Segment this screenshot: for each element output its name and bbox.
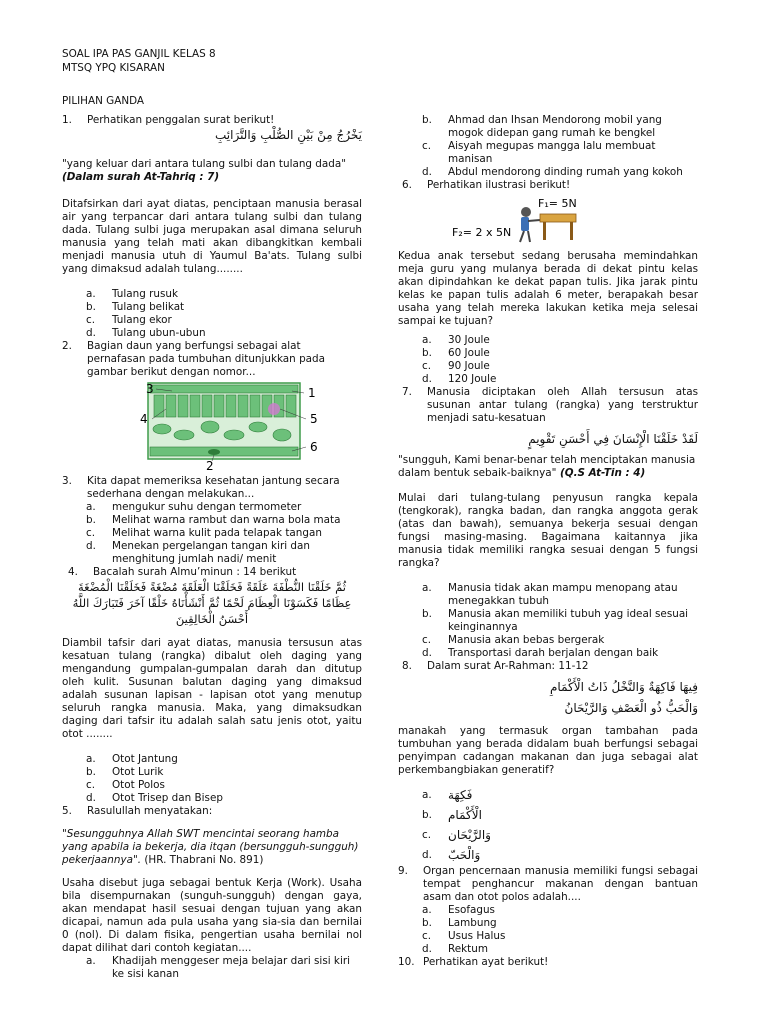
option-a[interactable]: a. Tulang rusuk: [86, 288, 178, 300]
diagram-label-4: 4: [140, 412, 148, 426]
option-d[interactable]: d. Transportasi darah berjalan dengan baik: [422, 647, 659, 659]
question-2: 2. Bagian daun yang berfungsi sebagai alat pernafasan pada tumbuhan ditunjukkan pada gambar berikut dengan nomor...: [62, 340, 362, 379]
option-a[interactable]: a. 30 Joule: [422, 334, 490, 346]
question-paragraph: manakah yang termasuk organ tambahan pada tumbuhan yang berada didalam buah berfungsi sebagai penyimpan cadangan makanan dan juga sebagai alat perkembangbiakan generatif?: [398, 725, 698, 776]
diagram-label-1: 1: [308, 386, 316, 400]
question-text: Perhatikan ayat berikut!: [423, 956, 549, 968]
force-illustration: [398, 192, 698, 246]
option-c[interactable]: c. Tulang ekor: [86, 314, 172, 326]
option-d[interactable]: d. Tulang ubun-ubun: [86, 327, 206, 339]
answer-options: [398, 904, 698, 956]
question-3: 3. Kita dapat memeriksa kesehatan jantung secara sederhana dengan melakukan...: [62, 475, 362, 501]
answer-options: [398, 334, 698, 386]
answer-options: [62, 955, 362, 981]
option-c[interactable]: c. 90 Joule: [422, 360, 490, 372]
answer-options: [62, 501, 362, 566]
document-header: [62, 47, 216, 108]
diagram-label-5: 5: [310, 412, 318, 426]
question-1: [62, 114, 362, 127]
verse-translation: "sungguh, Kami benar-benar telah menciptakan manusia dalam bentuk sebaik-baiknya" (Q.S At-Tin : 4): [398, 454, 696, 479]
answer-options-continued: [398, 114, 698, 179]
option-d[interactable]: d. Menekan pergelangan tangan kiri dan menghitung jumlah nadi/ menit: [86, 540, 310, 565]
arabic-verse: ثُمَّ خَلَقْنَا النُّطْفَةَ عَلَقَةً فَخَلَقْنَا الْعَلَقَةَ مُضْغَةً فَخَلَقْنَا الْمُضْغَةَ عِظَامًا فَكَسَوْنَا الْعِظَامَ لَحْمًا ثُمَّ أَنْشَأْنَاهُ خَلْقًا آخَرَ فَتَبَارَكَ اللَّهُ أَحْسَنُ الْخَالِقِينَ: [72, 580, 352, 626]
option-d[interactable]: d. 120 Joule: [422, 373, 497, 385]
right-column: [398, 114, 698, 969]
question-9: 9. Organ pencernaan manusia memiliki fungsi sebagai tempat penghancur makanan dengan bantuan asam dan otot polos adalah....: [398, 865, 698, 903]
option-b[interactable]: b. 60 Joule: [422, 347, 490, 359]
option-c[interactable]: c. Otot Polos: [86, 779, 165, 791]
option-a[interactable]: a. Khadijah menggeser meja belajar dari sisi kiri ke sisi kanan: [86, 955, 350, 980]
force-f2-label: F₂= 2 x 5N: [452, 226, 512, 239]
question-paragraph: Ditafsirkan dari ayat diatas, penciptaan manusia berasal air yang terpancar dari antara tulang sulbi dan tulang dada. Tulang sulbi juga merupakan asal dimana seluruh manusia yang telah mati akan dibangkitkan kembali menjadi manusia utuh di Yaumul Ba'ats. Tulang sulbi yang dimaksud adalah tulang........: [62, 198, 362, 275]
answer-options: [62, 288, 362, 340]
question-text: Perhatikan ilustrasi berikut!: [427, 179, 571, 191]
question-text: Bagian daun yang berfungsi sebagai alat pernafasan pada tumbuhan ditunjukkan pada gambar berikut dengan nomor...: [87, 340, 325, 378]
desk-icon: [540, 214, 576, 240]
child-pushing-icon: [520, 207, 540, 242]
answer-options: [62, 753, 362, 805]
question-paragraph: Mulai dari tulang-tulang penyusun rangka kepala (tengkorak), rangka badan, dan rangka anggota gerak (atas dan bawah), semuanya bekerja sesuai dengan fungsi masing-masing. Bagaimana kaitannya jika manusia tidak memiliki rangka sesuai dengan 5 fungsi rangka?: [398, 492, 698, 569]
verse-translation: "yang keluar dari antara tulang sulbi dan tulang dada": [62, 158, 347, 170]
question-8: 8. Dalam surat Ar-Rahman: 11-12: [402, 660, 589, 672]
option-b[interactable]: b. Tulang belikat: [86, 301, 185, 313]
option-d[interactable]: d. Otot Trisep dan Bisep: [86, 792, 223, 804]
option-b[interactable]: b. Otot Lurik: [86, 766, 164, 778]
option-c[interactable]: c. Usus Halus: [422, 930, 506, 942]
option-a[interactable]: a. Esofagus: [422, 904, 495, 916]
option-d[interactable]: d. وَالْحَبّ: [422, 848, 481, 862]
question-text: Kita dapat memeriksa kesehatan jantung secara sederhana dengan melakukan...: [87, 475, 340, 500]
question-6: 6. Perhatikan ilustrasi berikut!: [402, 179, 571, 191]
section-title: PILIHAN GANDA: [62, 95, 145, 107]
diagram-label-3: 3: [146, 382, 154, 396]
option-b[interactable]: b. Melihat warna rambut dan warna bola mata: [86, 514, 341, 526]
arabic-verse-line-2: وَالْحَبُّ ذُو الْعَصْفِ وَالرَّيْحَانُ: [564, 701, 698, 715]
question-10: 10. Perhatikan ayat berikut!: [398, 956, 549, 968]
question-text: Dalam surat Ar-Rahman: 11-12: [427, 660, 589, 672]
option-d[interactable]: d. Rektum: [422, 943, 488, 955]
option-b[interactable]: b. الْأَكْمَام: [422, 808, 482, 822]
arabic-verse: يَخْرُجُ مِنْ بَيْنِ الصُّلْبِ وَالتَّرَائِبِ: [214, 128, 362, 142]
diagram-label-2: 2: [206, 459, 214, 471]
question-text: Manusia diciptakan oleh Allah tersusun atas susunan antar tulang (rangka) yang terstruktur menjadi satu-kesatuan: [427, 386, 698, 424]
stoma-shape: [208, 449, 220, 455]
diagram-label-6: 6: [310, 440, 318, 454]
answer-options: [398, 785, 698, 865]
header-school: MTSQ YPQ KISARAN: [62, 62, 165, 74]
option-a[interactable]: a. Manusia tidak akan mampu menopang atau menegakkan tubuh: [422, 582, 678, 607]
hadith-quote: "Sesungguhnya Allah SWT mencintai seorang hamba yang apabila ia bekerja, dia itqan (bersungguh-sungguh) pekerjaannya". (HR. Thabrani No. 891): [62, 828, 359, 866]
question-paragraph: Usaha disebut juga sebagai bentuk Kerja (Work). Usaha bila disempurnakan (sunguh-sungguh) dengan gaya, akan mendapat hasil sesuai dengan tujuan yang akan dicapai, namun ada pula usaha yang sia-sia dan bernilai 0 (nol). Di dalam fisika, pengertian usaha bernilai nol dapat dilihat dari contoh kegiatan....: [62, 877, 362, 954]
header-title: SOAL IPA PAS GANJIL KELAS 8: [62, 48, 216, 60]
answer-options: [398, 582, 698, 660]
option-c[interactable]: c. Aisyah megupas mangga lalu membuat manisan: [422, 140, 656, 165]
option-c[interactable]: c. Manusia akan bebas bergerak: [422, 634, 605, 646]
question-text: Organ pencernaan manusia memiliki fungsi sebagai tempat penghancur makanan dengan bantuan asam dan otot polos adalah....: [423, 865, 698, 903]
force-f1-label: F₁= 5N: [538, 197, 577, 210]
question-5: 5. Rasulullah menyatakan:: [62, 805, 213, 817]
question-paragraph: Kedua anak tersebut sedang berusaha memindahkan meja guru yang mulanya berada di dekat pintu kelas akan dipindahkan ke dekat papan tulis. Jika jarak pintu kelas ke papan tulis adalah 6 meter, berapakah besar usaha yang telah mereka lakukan ketika meja selesai sampai ke tujuan?: [398, 250, 698, 327]
left-column: [62, 114, 362, 981]
option-d[interactable]: d. Abdul mendorong dinding rumah yang kokoh: [422, 166, 683, 178]
arabic-verse-line-1: فِيهَا فَاكِهَةٌ وَالنَّخْلُ ذَاتُ الْأَكْمَامِ: [549, 680, 698, 694]
question-text: Perhatikan penggalan surat berikut!: [87, 114, 275, 126]
question-paragraph: Diambil tafsir dari ayat diatas, manusia tersusun atas kesatuan tulang (rangka) dibalut oleh daging yang mengandung gumpalan-gumpalan darah dan ditutup oleh kulit. Susunan balutan daging yang dimaksud adalah susunan lapisan - lapisan otot yang menutup seluruh rangka manusia. Maka, yang dimaksudkan daging dari tafsir itu adalah salah satu jenis otot, yaitu otot ........: [62, 637, 362, 740]
option-b[interactable]: b. Ahmad dan Ihsan Mendorong mobil yang mogok didepan gang rumah ke bengkel: [422, 114, 662, 139]
option-c[interactable]: c. وَالرَّيْحَان: [422, 828, 491, 842]
arabic-verse: لَقَدْ خَلَقْنَا الْإِنْسَانَ فِي أَحْسَنِ تَقْوِيمٍ: [528, 432, 698, 446]
question-4: 4. Bacalah surah Almu’minun : 14 berikut: [68, 566, 297, 578]
option-c[interactable]: c. Melihat warna kulit pada telapak tangan: [86, 527, 322, 539]
question-text: Bacalah surah Almu’minun : 14 berikut: [93, 566, 297, 578]
option-b[interactable]: b. Manusia akan memiliki tubuh yag ideal sesuai keinginannya: [422, 608, 689, 633]
question-7: 7. Manusia diciptakan oleh Allah tersusun atas susunan antar tulang (rangka) yang terstruktur menjadi satu-kesatuan: [402, 386, 698, 424]
verse-source: (Dalam surah At-Tahriq : 7): [62, 171, 220, 183]
question-number: 1.: [62, 114, 72, 126]
option-a[interactable]: a. mengukur suhu dengan termometer: [86, 501, 302, 513]
question-text: Rasulullah menyatakan:: [87, 805, 213, 817]
option-a[interactable]: a. Otot Jantung: [86, 753, 178, 765]
option-a[interactable]: a. فَكِهَة: [422, 788, 473, 802]
leaf-cross-section-diagram: [62, 379, 362, 471]
option-b[interactable]: b. Lambung: [422, 917, 497, 929]
